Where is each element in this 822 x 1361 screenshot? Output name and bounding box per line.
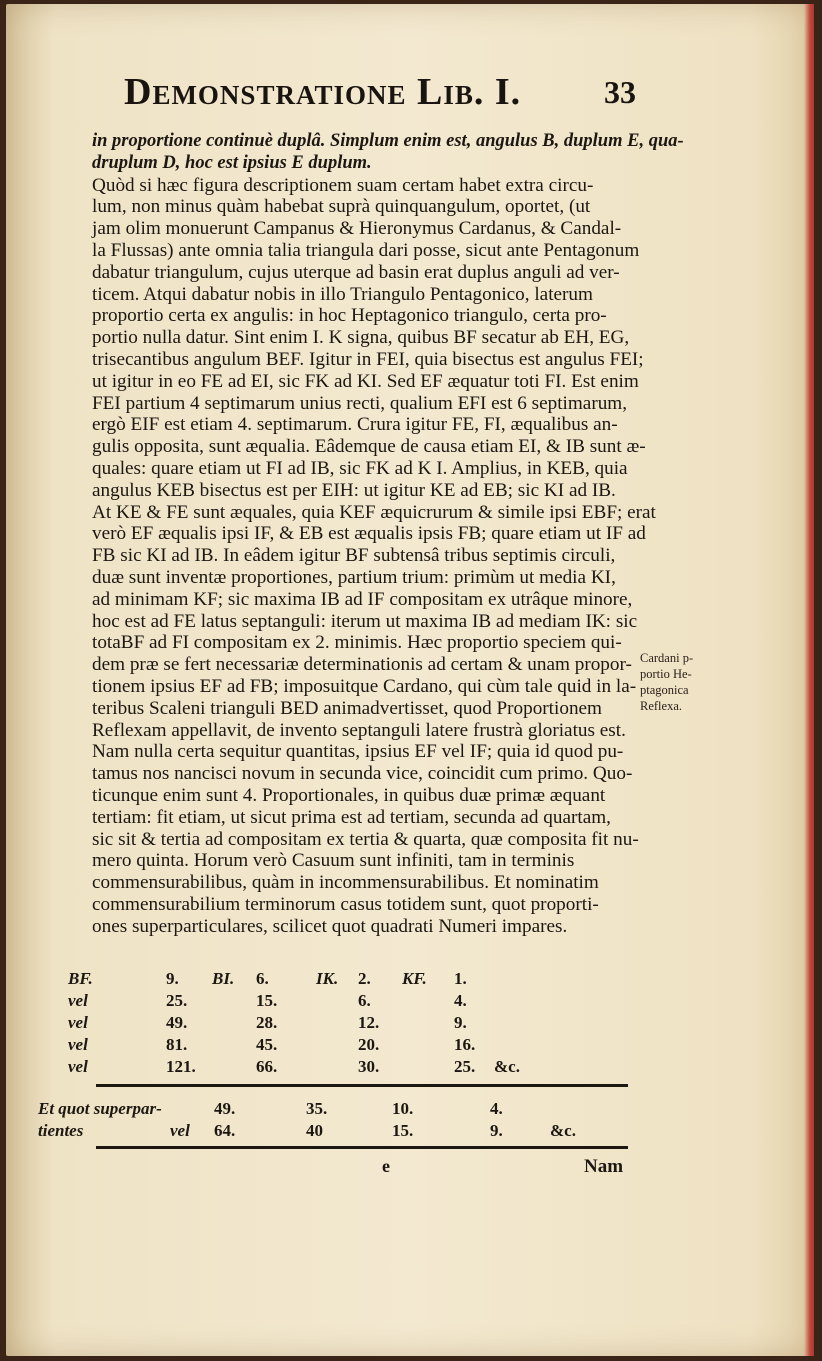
table-cell: [316, 1012, 358, 1034]
table-cell: 30.: [358, 1057, 380, 1076]
margin-note-line: portio He-: [640, 667, 692, 681]
text-line: commensurabilibus, quàm in incommensurabilibus. Et nominatim: [92, 872, 599, 894]
table-cell: [402, 1012, 454, 1034]
table-cell: [316, 1034, 358, 1056]
catchword: Nam: [584, 1156, 624, 1177]
proportion-table: [68, 968, 614, 1078]
running-head: Demonstratione Lib. I.: [124, 71, 522, 113]
table-cell: [494, 990, 554, 1012]
table-cell: 12.: [358, 1013, 380, 1032]
table-cell: 15.: [256, 991, 278, 1010]
table-row: [68, 1056, 614, 1078]
page-number: 33: [604, 74, 636, 110]
table-cell: 35.: [306, 1099, 328, 1118]
text-line: ergò EIF est etiam 4. septimarum. Crura igitur FE, FI, æqualibus an-: [92, 414, 618, 436]
table-cell: 9.: [454, 1013, 467, 1032]
text-line: la Flussas) ante omnia talia triangula dari posse, sicut ante Pentagonum: [92, 239, 640, 261]
text-line: ut igitur in eo FE ad EI, sic FK ad KI. Sed EF æquatur toti FI. Est enim: [92, 370, 639, 392]
table-cell: vel: [68, 1057, 88, 1076]
text-line: dabatur triangulum, cujus uterque ad basin erat duplus anguli ad ver-: [92, 261, 620, 283]
text-line: verò EF æqualis ipsi IF, & EB est æqualis ipsis FB; quare etiam ut IF ad: [92, 523, 646, 545]
table-rule: [96, 1084, 628, 1087]
table-cell: 9.: [166, 969, 179, 988]
text-line: tertiam: fit etiam, ut sicut prima est ad tertiam, secunda ad quartam,: [92, 806, 611, 828]
table-cell: &c.: [494, 1057, 520, 1076]
table-cell: Et quot superpar-: [38, 1099, 162, 1118]
table-cell: 1.: [454, 969, 467, 988]
table-cell: [212, 990, 256, 1012]
table-cell: vel: [68, 991, 88, 1010]
table-cell: [554, 1056, 614, 1078]
signature-mark: e: [382, 1156, 390, 1176]
table-cell: 49.: [166, 1013, 188, 1032]
margin-note-line: Reflexa.: [640, 699, 682, 713]
table-cell: 25.: [166, 991, 188, 1010]
table-cell: [494, 1012, 554, 1034]
table-cell: [402, 1034, 454, 1056]
table-cell: 28.: [256, 1013, 278, 1032]
page-edge: [804, 4, 814, 1356]
table-cell: 40: [306, 1121, 323, 1140]
table-cell: 4.: [490, 1099, 503, 1118]
table-cell: KF.: [402, 969, 427, 988]
text-line: druplum D, hoc est ipsius E duplum.: [92, 152, 372, 173]
table-cell: &c.: [550, 1121, 576, 1140]
table-cell: 66.: [256, 1057, 278, 1076]
text-line: ad minimam KF; sic maxima IB ad IF compositam ex utrâque minore,: [92, 588, 633, 610]
table-cell: [554, 1012, 614, 1034]
text-line: lum, non minus quàm habebat suprà quinquangulum, oportet, (ut: [92, 196, 591, 218]
text-line: Reflexam appellavit, de invento septanguli latere frustrà gloriatus est.: [92, 719, 626, 741]
text-line: trisecantibus angulum BEF. Igitur in FEI, quia bisectus est angulus FEI;: [92, 348, 644, 370]
text-line: duæ sunt inventæ proportiones, partium trium: primùm ut media KI,: [92, 566, 616, 588]
table-cell: [316, 990, 358, 1012]
table-cell: 45.: [256, 1035, 278, 1054]
table-cell: [316, 1056, 358, 1078]
table-cell: 20.: [358, 1035, 380, 1054]
margin-note-line: ptagonica: [640, 683, 689, 697]
table-cell: [212, 1056, 256, 1078]
text-line: proportio certa ex angulis: in hoc Heptagonico triangulo, certa pro-: [92, 305, 607, 327]
table-cell: vel: [68, 1013, 88, 1032]
text-line: angulus KEB bisectus est per EIH: ut igitur KE ad EB; sic KI ad IB.: [92, 479, 616, 501]
book-page: [6, 4, 814, 1356]
table-cell: [402, 990, 454, 1012]
table-row: [68, 990, 614, 1012]
table-cell: tientes: [38, 1121, 84, 1140]
table-cell: 121.: [166, 1057, 196, 1076]
text-line: FB sic KI ad IB. In eâdem igitur BF subtensâ tribus septimis circuli,: [92, 545, 616, 567]
table-cell: IK.: [316, 969, 339, 988]
table-cell: 25.: [454, 1057, 476, 1076]
table-cell: 49.: [214, 1099, 236, 1118]
table-cell: 6.: [256, 969, 269, 988]
table-cell: [170, 1098, 214, 1120]
text-line: quales: quare etiam ut FI ad IB, sic FK ad K I. Amplius, in KEB, quia: [92, 457, 628, 479]
table-cell: [402, 1056, 454, 1078]
text-line: totaBF ad FI compositam ex 2. minimis. Hæc proportio speciem qui-: [92, 632, 622, 654]
text-line: jam olim monuerunt Campanus & Hieronymus Cardanus, & Candal-: [92, 218, 622, 240]
table-row: [68, 968, 614, 990]
text-line: At KE & FE sunt æquales, quia KEF æquicrurum & simile ipsi EBF; erat: [92, 501, 656, 523]
table-cell: vel: [170, 1121, 190, 1140]
text-line: tamus nos nancisci novum in secunda vice, coincidit cum primo. Quo-: [92, 763, 633, 785]
table-cell: [212, 1012, 256, 1034]
text-line: tionem ipsius EF ad FB; imposuitque Cardano, qui cùm tale quid in la-: [92, 675, 637, 697]
text-line: gulis opposita, sunt æqualia. Eâdemque de causa etiam EI, & IB sunt æ-: [92, 436, 646, 458]
text-line: Nam nulla certa sequitur quantitas, ipsius EF vel IF; quia id quod pu-: [92, 741, 624, 763]
table-cell: 15.: [392, 1121, 414, 1140]
table-cell: 9.: [490, 1121, 503, 1140]
table-cell: [554, 1034, 614, 1056]
table-cell: [212, 1034, 256, 1056]
margin-note: [640, 650, 720, 714]
table-cell: BF.: [68, 969, 93, 988]
margin-note-line: Cardani p-: [640, 651, 694, 665]
table-cell: [550, 1098, 576, 1120]
text-line: FEI partium 4 septimarum unius recti, qualium EFI est 6 septimarum,: [92, 392, 628, 414]
table-cell: BI.: [212, 969, 235, 988]
page-header: [124, 70, 644, 116]
table-cell: vel: [68, 1035, 88, 1054]
table-cell: 4.: [454, 991, 467, 1010]
totals-table: [38, 1098, 576, 1142]
table-rule: [96, 1146, 628, 1149]
text-line: teribus Scaleni trianguli BED animadvertisset, quod Proportionem: [92, 697, 602, 719]
text-line: in proportione continuè duplâ. Simplum enim est, angulus B, duplum E, qua-: [92, 131, 684, 151]
table-cell: 2.: [358, 969, 371, 988]
table-cell: 81.: [166, 1035, 188, 1054]
table-row: [38, 1098, 576, 1120]
text-line: sic sit & tertia ad compositam ex tertia & quarta, quæ composita fit nu-: [92, 828, 639, 850]
table-cell: 6.: [358, 991, 371, 1010]
text-line: portio nulla datur. Sint enim I. K signa, quibus BF secatur ab EH, EG,: [92, 327, 630, 349]
table-cell: 64.: [214, 1121, 236, 1140]
table-row: [68, 1012, 614, 1034]
table-row: [38, 1120, 576, 1142]
table-cell: [554, 990, 614, 1012]
table-row: [68, 1034, 614, 1056]
text-line: hoc est ad FE latus septanguli: iterum ut maxima IB ad mediam IK: sic: [92, 610, 638, 632]
text-line: dem præ se fert necessariæ determinationis ad certam & unam propor-: [92, 654, 632, 676]
table-cell: 16.: [454, 1035, 476, 1054]
text-line: commensurabilium terminorum casus totidem sunt, quot proporti-: [92, 893, 599, 915]
text-line: ones superparticulares, scilicet quot quadrati Numeri impares.: [92, 915, 568, 937]
text-line: ticem. Atqui dabatur nobis in illo Triangulo Pentagonico, laterum: [92, 283, 593, 305]
table-cell: [494, 1034, 554, 1056]
table-cell: 10.: [392, 1099, 414, 1118]
text-line: mero quinta. Horum verò Casuum sunt infiniti, tam in terminis: [92, 850, 575, 872]
text-line: ticunque enim sunt 4. Proportionales, in quibus duæ primæ æquant: [92, 784, 606, 806]
table-cell: [554, 968, 614, 990]
text-line: Quòd si hæc figura descriptionem suam certam habet extra circu-: [92, 174, 594, 196]
table-cell: [494, 968, 554, 990]
